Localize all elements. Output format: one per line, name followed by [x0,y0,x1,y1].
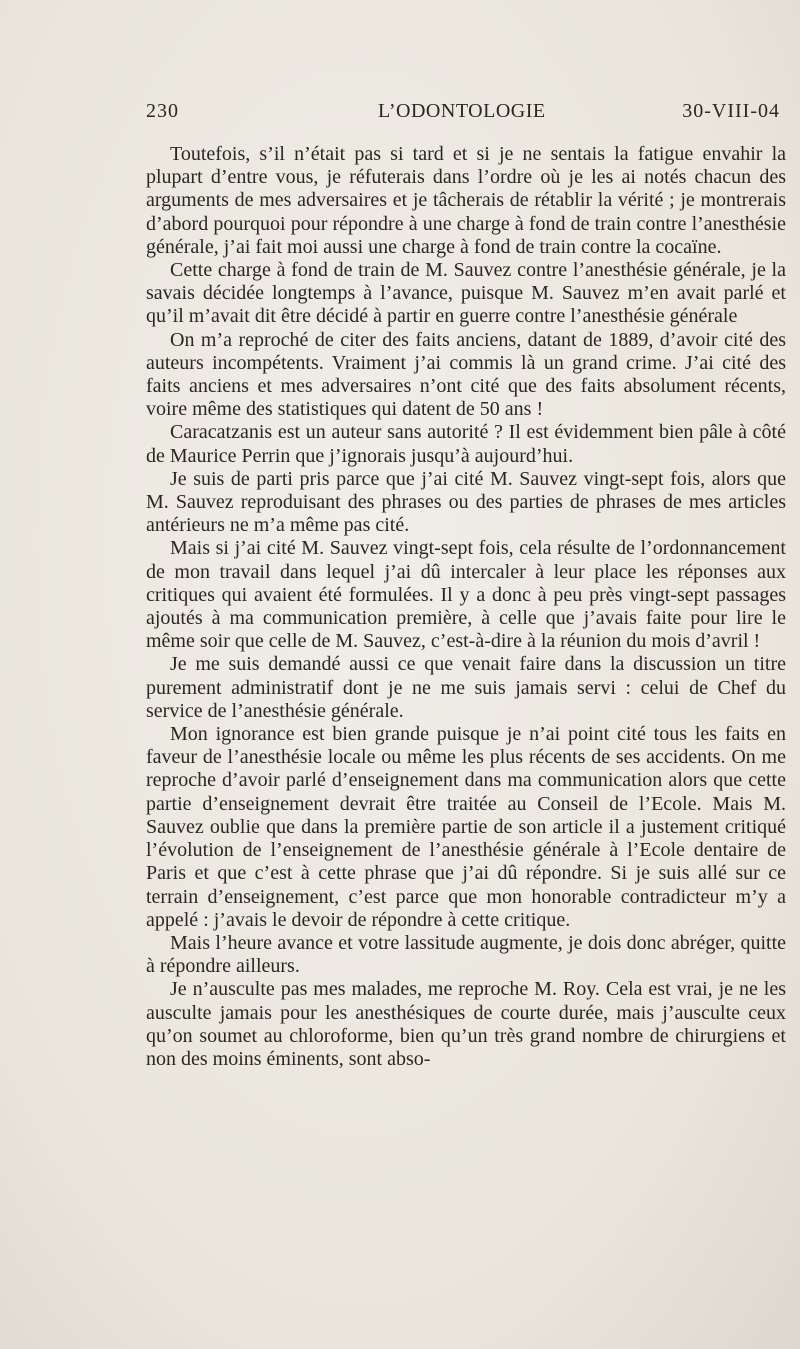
running-header [146,100,786,130]
journal-title: L’ODONTOLOGIE [378,100,546,122]
paragraph: On m’a reproché de citer des faits anciens, datant de 1889, d’avoir cité des auteurs incompétents. Vraiment j’ai commis là un grand crime. J’ai cité des faits anciens et mes adversaires n’ont cité que des faits absolument récents, voire même des statistiques qui datent de 50 ans ! [146,328,786,421]
paragraph: Mon ignorance est bien grande puisque je n’ai point cité tous les faits en faveur de l’anesthésie locale ou même les plus récents de ses accidents. On me reproche d’avoir parlé d’enseignement dans ma communication alors que cette partie d’enseignement devrait être traitée au Conseil de l’Ecole. Mais M. Sauvez oublie que dans la première partie de son article il a justement critiqué l’évolution de l’enseignement de l’anesthésie générale à l’Ecole dentaire de Paris et que c’est à cette phrase que j’ai dû répondre. Si je suis allé sur ce terrain d’enseignement, c’est parce que mon honorable contradicteur m’y a appelé : j’avais le devoir de répondre à cette critique. [146,723,786,931]
body-text [146,143,786,1071]
paragraph: Cette charge à fond de train de M. Sauvez contre l’anesthésie générale, je la savais décidée longtemps à l’avance, puisque M. Sauvez m’en avait parlé et qu’il m’avait dit être décidé à partir en guerre contre l’anesthésie générale [146,259,786,328]
paragraph: Je suis de parti pris parce que j’ai cité M. Sauvez vingt-sept fois, alors que M. Sauvez reproduisant des phrases ou des parties de phrases de mes articles antérieurs ne m’a même pas cité. [146,467,786,537]
paragraph: Caracatzanis est un auteur sans autorité ? Il est évidemment bien pâle à côté de Maurice Perrin que j’ignorais jusqu’à aujourd’hui. [146,421,786,467]
paragraph: Mais l’heure avance et votre lassitude augmente, je dois donc abréger, quitte à répondre ailleurs. [146,931,786,978]
paragraph: Mais si j’ai cité M. Sauvez vingt-sept fois, cela résulte de l’ordonnancement de mon travail dans lequel j’ai dû intercaler à leur place les réponses aux critiques qui avaient été formulées. Il y a donc à peu près vingt-sept passages ajoutés à ma communication première, à celle que j’avais faite pour lire le même soir que celle de M. Sauvez, c’est-à-dire à la réunion du mois d’avril ! [146,537,786,653]
paragraph: Je me suis demandé aussi ce que venait faire dans la discussion un titre purement administratif dont je ne me suis jamais servi : celui de Chef du service de l’anesthésie générale. [146,653,786,722]
page-number: 230 [146,100,179,122]
paragraph: Toutefois, s’il n’était pas si tard et si je ne sentais la fatigue envahir la plupart d’entre vous, je réfuterais dans l’ordre où je les ai notés chacun des arguments de mes adversaires et je tâcherais de rétablir la vérité ; je montrerais d’abord pourquoi pour répondre à une charge à fond de train contre l’anesthésie générale, j’ai fait moi aussi une charge à fond de train contre la cocaïne. [146,143,786,258]
issue-date: 30-VIII-04 [682,100,780,122]
paragraph: Je n’ausculte pas mes malades, me reproche M. Roy. Cela est vrai, je ne les ausculte jamais pour les anesthésiques de courte durée, mais j’ausculte ceux qu’on soumet au chloroforme, bien qu’un très grand nombre de chirurgiens et non des moins éminents, sont abso- [146,978,786,1070]
